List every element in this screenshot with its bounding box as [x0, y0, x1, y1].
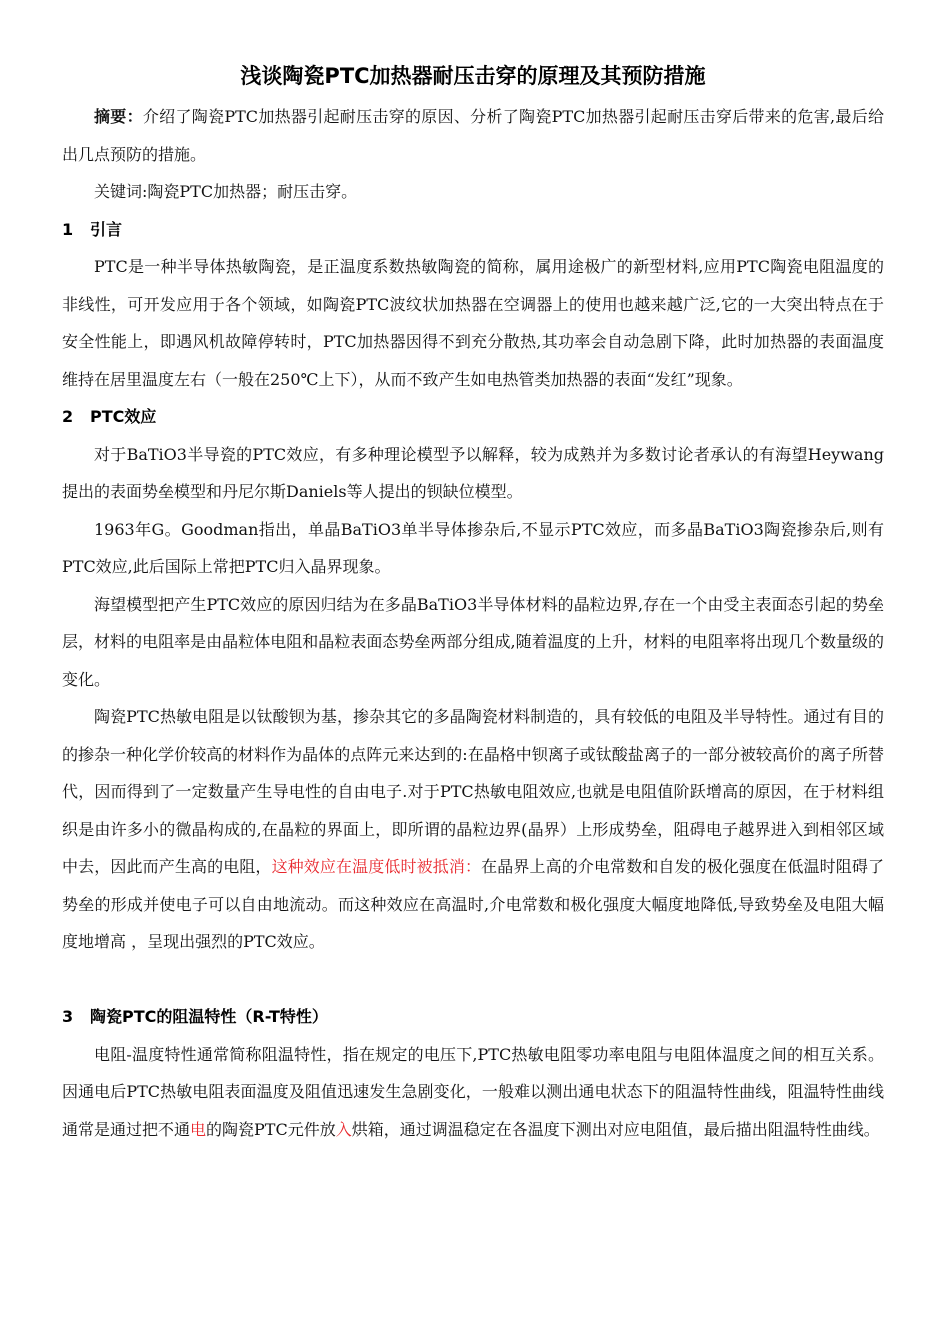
- section-title: PTC效应: [90, 407, 157, 426]
- document-title: 浅谈陶瓷PTC加热器耐压击穿的原理及其预防措施: [240, 64, 706, 88]
- section-heading-introduction: [62, 211, 884, 249]
- highlighted-text: 这种效应在温度低时被抵消：: [271, 857, 482, 876]
- introduction-paragraph: PTC是一种半导体热敏陶瓷，是正温度系数热敏陶瓷的简称，属用途极广的新型材料,应用PTC陶瓷电阻温度的非线性，可开发应用于各个领域，如陶瓷PTC波纹状加热器在空调器上的使用也越来越广泛,它的一大突出特点在于安全性能上，即遇风机故障停转时，PTC加热器因得不到充分散热,其功率会自动急剧下降，此时加热器的表面温度维持在居里温度左右（一般在250℃上下），从而不致产生如电热管类加热器的表面“发红”现象。: [62, 257, 884, 389]
- text-run: 的陶瓷PTC元件放: [206, 1119, 336, 1139]
- highlighted-text: 电: [190, 1119, 207, 1139]
- document-body: [62, 58, 884, 1148]
- highlighted-text: 入: [335, 1119, 352, 1139]
- abstract-text: 介绍了陶瓷PTC加热器引起耐压击穿的原因、分析了陶瓷PTC加热器引起耐压击穿后带来的危害,最后给出几点预防的措施。: [62, 107, 884, 164]
- section-number: 1: [62, 219, 74, 239]
- abstract-label: 摘要：: [94, 107, 143, 126]
- abstract-paragraph: [62, 98, 884, 173]
- text-run: 烘箱，通过调温稳定在各温度下测出对应电阻值，最后描出阻温特性曲线。: [351, 1119, 880, 1139]
- text-run: 电阻-温度特性通常简称阻温特性，指在规定的电压下,PTC热敏电阻零功率电阻与电阻体温度之间的相互关系。因通电后PTC热敏电阻表面温度及阻值迅速发生急剧变化，一般难以测出通电状态下的阻温特性曲线，阻温特性曲线通常是通过把不通: [62, 1044, 884, 1139]
- rt-characteristic-paragraph: [62, 1036, 884, 1149]
- section-title: 引言: [90, 219, 123, 239]
- section-number: 2: [62, 407, 74, 426]
- text-run: 陶瓷PTC热敏电阻是以钛酸钡为基，掺杂其它的多晶陶瓷材料制造的，具有较低的电阻及半导特性。通过有目的的掺杂一种化学价较高的材料作为晶体的点阵元来达到的:在晶格中钡离子或钛酸盐离子的一部分被较高价的离子所替代，因而得到了一定数量产生导电性的自由电子.对于PTC热敏电阻效应,也就是电阻值阶跃增高的原因，在于材料组织是由许多小的微晶构成的,在晶粒的界面上，即所谓的晶粒边界(晶界）上形成势垒，阻碍电子越界进入到相邻区域中去，因此而产生高的电阻，: [62, 707, 884, 876]
- text-run: 在晶界上高的介电常数和自发的极化强度在低温时阻碍了势垒的形成并使电子可以自由地流动。而这种效应在高温时,介电常数和极化强度大幅度地降低,导致势垒及电阻大幅度地增高 ，呈现出强烈的PTC效应。: [62, 857, 884, 951]
- ptc-effect-paragraph-4: [62, 698, 884, 961]
- keywords-paragraph: 关键词:陶瓷PTC加热器；耐压击穿。: [94, 182, 358, 201]
- ptc-effect-paragraph-2: 1963年G。Goodman指出，单晶BaTiO3单半导体掺杂后,不显示PTC效应，而多晶BaTiO3陶瓷掺杂后,则有PTC效应,此后国际上常把PTC归入晶界现象。: [62, 519, 884, 576]
- section-number: 3: [62, 1007, 74, 1026]
- ptc-effect-paragraph-1: 对于BaTiO3半导瓷的PTC效应，有多种理论模型予以解释，较为成熟并为多数讨论者承认的有海望Heywang提出的表面势垒模型和丹尼尔斯Daniels等人提出的钡缺位模型。: [62, 444, 884, 501]
- section-heading-rt-characteristic: [62, 998, 884, 1036]
- blank-line: [62, 961, 884, 999]
- ptc-effect-paragraph-3: 海望模型把产生PTC效应的原因归结为在多晶BaTiO3半导体材料的晶粒边界,存在一个由受主表面态引起的势垒层，材料的电阻率是由晶粒体电阻和晶粒表面态势垒两部分组成,随着温度的上升，材料的电阻率将出现几个数量级的变化。: [62, 594, 884, 689]
- section-heading-ptc-effect: [62, 398, 884, 436]
- section-title: 陶瓷PTC的阻温特性（R-T特性）: [90, 1007, 328, 1026]
